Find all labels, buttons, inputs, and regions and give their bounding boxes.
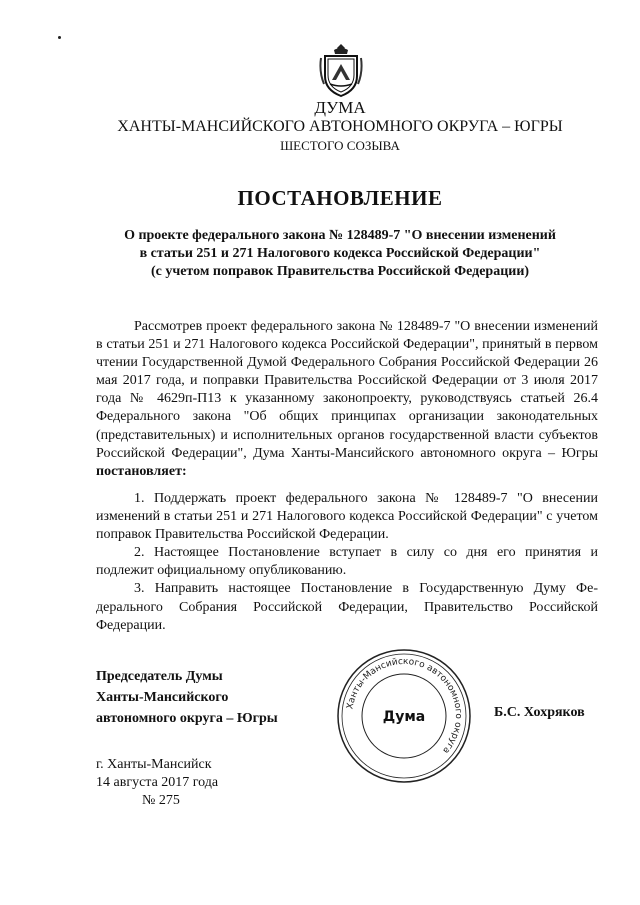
signatory-name: Б.С. Хохряков <box>494 705 585 720</box>
preamble-text: Рассмотрев проект федерального закона № 128489-7 "О внесении изменений в статьи 251 и 271 Налогового кодекса Российской Федерации", принятый в первом чтении Государственной Думой Федерального Собрания Российской Федерации 26 мая 2017 года, и поправки Правительства Российской Федерации от 3 июля 2017 года № 4629п-П13 к указанному законопроекту, руководствуясь статьей 26.4 Федерального закона "Об общих принципах организации законодательных (представительных) и исполнительных органов государственной власти субъектов Российской Федерации", Дума Ханты-Мансийского автономного округа – Югры <box>96 319 598 461</box>
city: г. Ханты-Мансийск <box>96 757 212 772</box>
resolution-clauses <box>96 490 598 635</box>
issuer-convocation: ШЕСТОГО СОЗЫВА <box>280 138 400 153</box>
preamble-paragraph <box>96 318 598 481</box>
clause-2: 2. Настоящее Постановление вступает в силу со дня его принятия и подлежит официальному опубликованию. <box>96 545 598 579</box>
subject-line-2: в статьи 251 и 271 Налогового кодекса Российской Федерации" <box>139 246 541 261</box>
signatory-position-line-1: Председатель Думы <box>96 669 223 684</box>
subject-line-3: (с учетом поправок Правительства Российской Федерации) <box>150 264 530 279</box>
official-stamp <box>334 646 474 786</box>
date: 14 августа 2017 года <box>96 775 219 790</box>
scan-speck <box>58 36 61 39</box>
document-number: № 275 <box>142 793 180 808</box>
clause-1: 1. Поддержать проект федерального закона № 128489-7 "О внесении изменений в статьи 251 и 271 Налогового кодекса Российской Федерации" с учетом поправок Правительства Российской Федерации. <box>96 491 598 543</box>
decision-word: постановляет: <box>96 463 187 479</box>
clause-3: 3. Направить настоящее Постановление в Государственную Думу Федерального Собрания Российской Федерации, Правительство Российской Федерации. <box>96 581 598 633</box>
coat-of-arms-icon <box>318 42 364 98</box>
issuer-region: ХАНТЫ-МАНСИЙСКОГО АВТОНОМНОГО ОКРУГА – ЮГРЫ <box>117 118 563 135</box>
signatory-position <box>96 666 278 729</box>
document-type-title: ПОСТАНОВЛЕНИЕ <box>237 186 443 210</box>
signatory-position-line-3: автономного округа – Югры <box>96 711 278 726</box>
stamp-ring-text: Ханты-Мансийского автономного округа <box>345 656 464 756</box>
issuer-title: ДУМА <box>314 98 366 117</box>
signatory-position-line-2: Ханты-Мансийского <box>96 690 229 705</box>
place-date-number <box>96 756 218 810</box>
stamp-center-text: Дума <box>382 709 426 725</box>
subject-line-1: О проекте федерального закона № 128489-7 "О внесении изменений <box>124 228 556 243</box>
